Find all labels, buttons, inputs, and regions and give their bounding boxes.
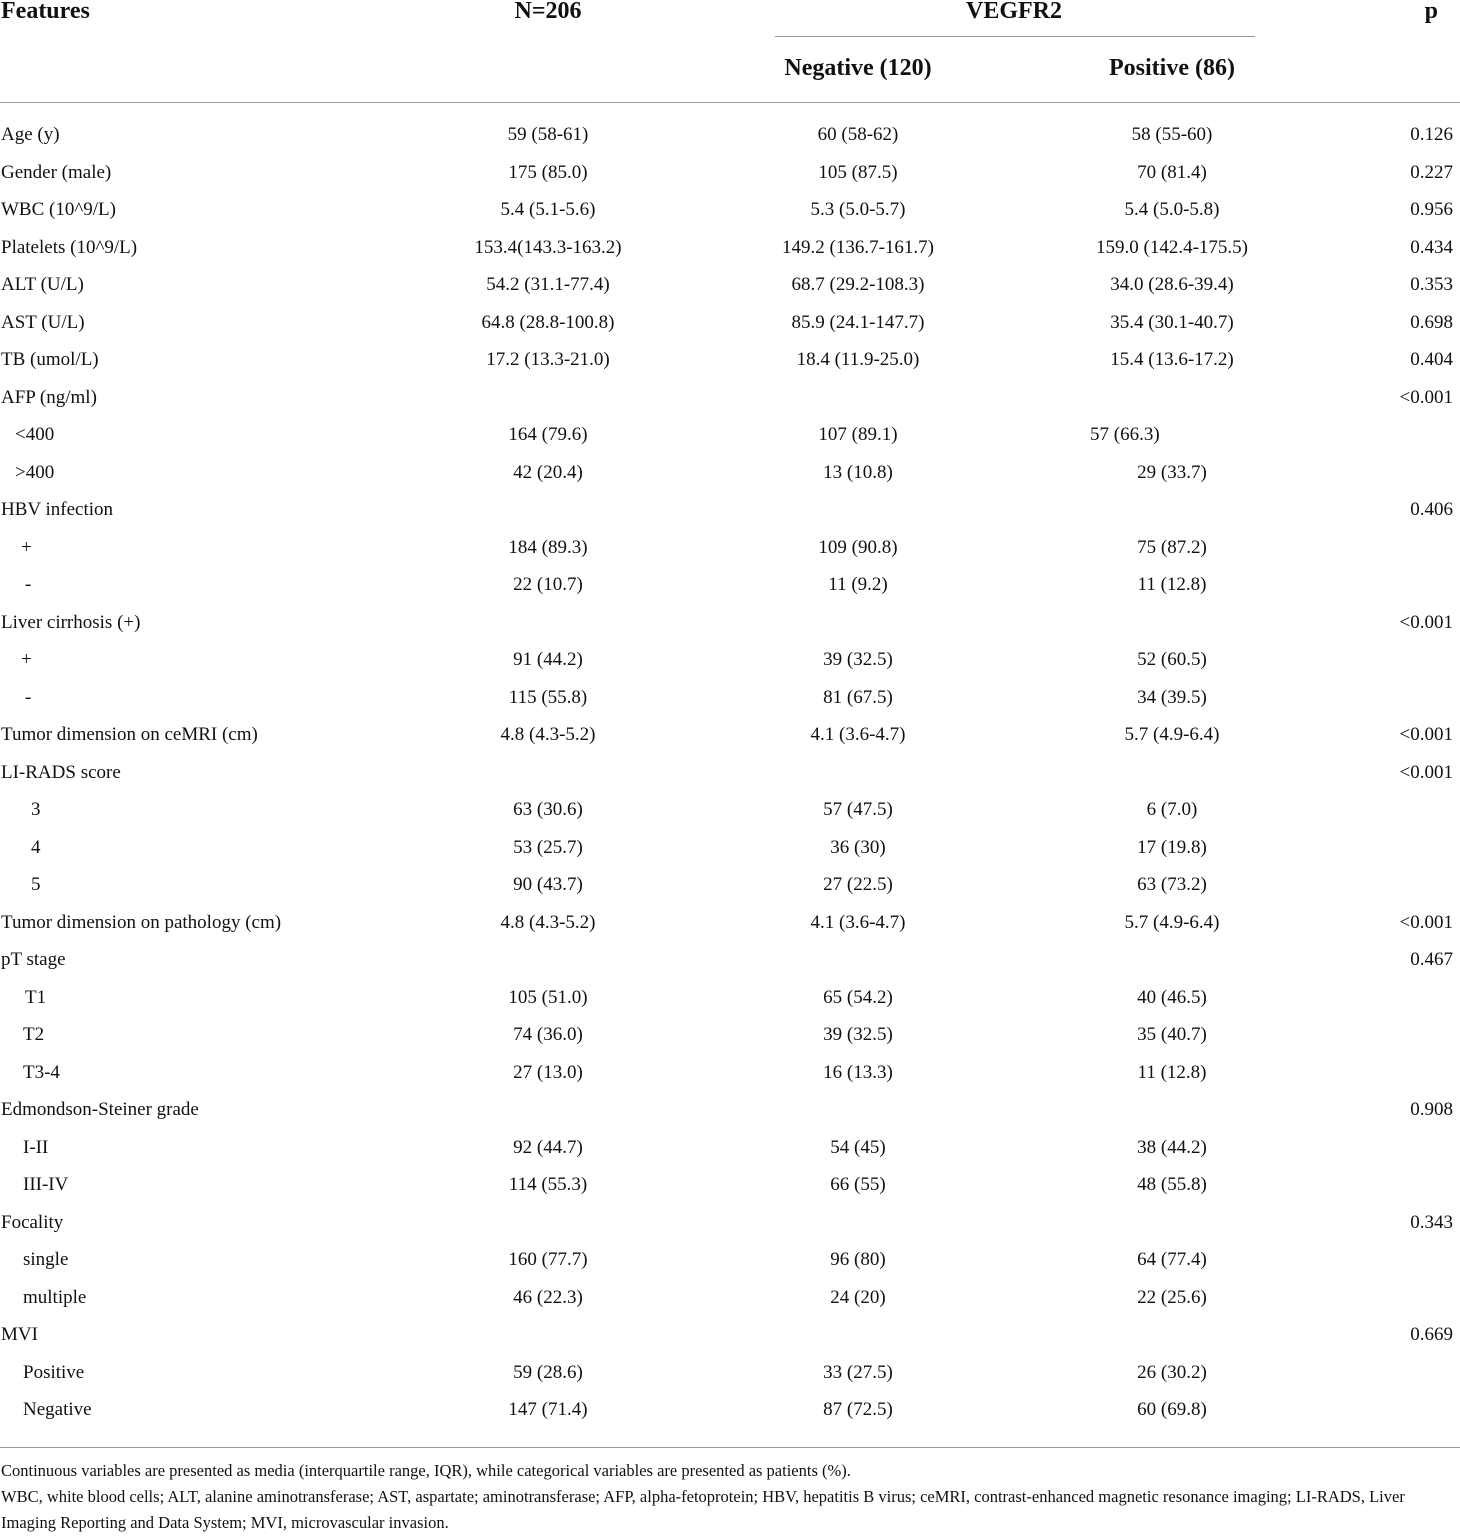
table-row [0,1245,1460,1275]
positive-cell: 159.0 (142.4-175.5) [1096,236,1248,258]
p-value-cell: 0.467 [1410,949,1453,970]
feature-cell: >400 [15,461,55,483]
positive-cell: 57 (66.3) [1090,424,1160,445]
feature-cell: Tumor dimension on ceMRI (cm) [1,724,258,745]
negative-cell: 33 (27.5) [823,1361,893,1383]
total-cell: 46 (22.3) [513,1286,583,1308]
table-row [0,720,1460,750]
feature-cell: Negative [23,1399,92,1420]
negative-cell: 5.3 (5.0-5.7) [810,199,906,220]
table-row [0,383,1460,413]
table-row [0,1020,1460,1050]
total-cell: 114 (55.3) [508,1174,588,1195]
positive-cell: 34.0 (28.6-39.4) [1110,274,1234,295]
feature-cell: Platelets (10^9/L) [1,236,138,258]
negative-cell: 81 (67.5) [823,686,893,708]
feature-cell: + [21,649,32,670]
total-cell: 42 (20.4) [513,461,583,483]
table-row [0,758,1460,788]
total-cell: 90 (43.7) [513,874,583,895]
negative-cell: 36 (30) [830,836,886,858]
p-value-cell: 0.227 [1410,161,1453,183]
negative-cell: 54 (45) [830,1136,886,1158]
table-row [0,870,1460,900]
table-row [0,533,1460,563]
total-cell: 164 (79.6) [508,424,588,445]
feature-cell: AST (U/L) [1,311,85,333]
total-cell: 4.8 (4.3-5.2) [500,724,596,745]
table-row [0,420,1460,450]
negative-cell: 27 (22.5) [823,874,893,895]
total-cell: 22 (10.7) [513,574,583,595]
p-value-cell: <0.001 [1399,611,1453,633]
negative-cell: 13 (10.8) [823,461,893,483]
table-row [0,345,1460,375]
positive-cell: 48 (55.8) [1137,1174,1207,1195]
table-row [0,795,1460,825]
table-row [0,1320,1460,1350]
feature-cell: - [25,686,32,708]
negative-cell: 60 (58-62) [817,124,899,145]
p-value-cell: 0.908 [1410,1099,1453,1120]
total-cell: 5.4 (5.1-5.6) [500,199,596,220]
positive-cell: 15.4 (13.6-17.2) [1110,349,1234,370]
positive-cell: 34 (39.5) [1137,686,1207,708]
total-cell: 175 (85.0) [508,161,588,183]
table-row [0,270,1460,300]
total-cell: 92 (44.7) [513,1136,583,1158]
negative-cell: 39 (32.5) [823,1024,893,1045]
feature-cell: + [21,536,32,558]
total-cell: 115 (55.8) [508,686,588,708]
positive-cell: 5.7 (4.9-6.4) [1124,724,1220,745]
feature-cell: 5 [31,874,41,895]
positive-cell: 26 (30.2) [1137,1361,1207,1383]
feature-cell: HBV infection [1,499,114,520]
positive-cell: 5.7 (4.9-6.4) [1124,911,1220,933]
positive-cell: 64 (77.4) [1137,1249,1207,1270]
positive-cell: 17 (19.8) [1137,836,1207,858]
footnote-abbreviations-intro: Continuous variables are presented as media (interquartile range, IQR), while categorical variables are presented as patients (%). [1,1461,851,1480]
positive-cell: 22 (25.6) [1137,1286,1207,1308]
negative-cell: 24 (20) [830,1286,886,1308]
negative-cell: 87 (72.5) [823,1399,893,1420]
p-value-cell: 0.434 [1410,236,1453,258]
p-value-cell: <0.001 [1399,724,1453,745]
feature-cell: Tumor dimension on pathology (cm) [1,911,282,933]
table-row [0,1170,1460,1200]
total-cell: 160 (77.7) [508,1249,588,1270]
feature-cell: - [25,574,32,595]
feature-cell: Edmondson-Steiner grade [1,1099,199,1120]
feature-cell: Gender (male) [1,161,112,183]
negative-cell: 39 (32.5) [823,649,893,670]
negative-cell: 16 (13.3) [823,1061,893,1083]
positive-cell: 5.4 (5.0-5.8) [1124,199,1220,220]
header-vegfr2-group: VEGFR2 [966,0,1062,24]
positive-cell: 35.4 (30.1-40.7) [1110,311,1234,333]
negative-cell: 65 (54.2) [823,986,893,1008]
negative-cell: 66 (55) [830,1174,886,1195]
negative-cell: 107 (89.1) [818,424,898,445]
positive-cell: 58 (55-60) [1131,124,1213,145]
feature-cell: T3-4 [23,1061,60,1083]
table-row [0,608,1460,638]
total-cell: 91 (44.2) [513,649,583,670]
positive-cell: 63 (73.2) [1137,874,1207,895]
total-cell: 184 (89.3) [508,536,588,558]
table-row [0,1358,1460,1388]
p-value-cell: <0.001 [1399,386,1453,408]
header-positive: Positive (86) [1109,55,1235,81]
header-negative: Negative (120) [784,55,932,81]
feature-cell: multiple [23,1286,87,1308]
feature-cell: LI-RADS score [1,761,121,783]
positive-cell: 11 (12.8) [1137,574,1207,595]
total-cell: 17.2 (13.3-21.0) [486,349,610,370]
feature-cell: ALT (U/L) [1,274,84,295]
negative-cell: 4.1 (3.6-4.7) [810,911,906,933]
feature-cell: single [23,1249,69,1270]
p-value-cell: 0.343 [1410,1211,1453,1233]
header-features: Features [1,0,90,24]
total-cell: 63 (30.6) [513,799,583,820]
total-cell: 53 (25.7) [513,836,583,858]
negative-cell: 4.1 (3.6-4.7) [810,724,906,745]
positive-cell: 11 (12.8) [1137,1061,1207,1083]
feature-cell: T2 [23,1024,45,1045]
table-row [0,833,1460,863]
positive-cell: 75 (87.2) [1137,536,1207,558]
negative-cell: 57 (47.5) [823,799,893,820]
table-row [0,195,1460,225]
total-cell: 27 (13.0) [513,1061,583,1083]
negative-cell: 109 (90.8) [818,536,898,558]
negative-cell: 96 (80) [830,1249,886,1270]
p-value-cell: 0.669 [1410,1324,1453,1345]
p-value-cell: <0.001 [1399,761,1453,783]
p-value-cell: 0.956 [1410,199,1453,220]
feature-cell: Focality [1,1211,64,1233]
footnote-abbreviations: WBC, white blood cells; ALT, alanine aminotransferase; AST, aspartate; aminotransferase; AFP, alpha-fetoprotein; HBV, hepatitis B virus; ceMRI, contrast-enhanced magnetic resonance imaging; LI-RADS, Liver Imaging Reporting and Data System; MVI, microvascular invasion. [1,1487,1405,1532]
header-total: N=206 [514,0,582,24]
total-cell: 153.4(143.3-163.2) [474,236,622,258]
negative-cell: 11 (9.2) [828,574,888,595]
positive-cell: 6 (7.0) [1146,799,1198,820]
table-row [0,308,1460,338]
feature-cell: III-IV [23,1174,69,1195]
table-row [0,458,1460,488]
positive-cell: 60 (69.8) [1137,1399,1207,1420]
p-value-cell: 0.406 [1410,499,1453,520]
total-cell: 59 (58-61) [507,124,589,145]
table-row [0,1095,1460,1125]
table-row [0,1058,1460,1088]
table-row [0,945,1460,975]
negative-cell: 68.7 (29.2-108.3) [791,274,925,295]
feature-cell: <400 [15,424,55,445]
total-cell: 54.2 (31.1-77.4) [486,274,610,295]
feature-cell: AFP (ng/ml) [1,386,97,408]
table-row [0,495,1460,525]
negative-cell: 149.2 (136.7-161.7) [782,236,934,258]
bottom-rule [0,1447,1460,1448]
feature-cell: 4 [31,836,41,858]
table-row [0,158,1460,188]
table-row [0,1208,1460,1238]
p-value-cell: <0.001 [1399,911,1453,933]
total-cell: 4.8 (4.3-5.2) [500,911,596,933]
total-cell: 64.8 (28.8-100.8) [481,311,615,333]
table-row [0,233,1460,263]
p-value-cell: 0.698 [1410,311,1453,333]
feature-cell: I-II [23,1136,49,1158]
negative-cell: 105 (87.5) [818,161,898,183]
feature-cell: MVI [1,1324,38,1345]
header-p: p [1424,0,1438,24]
total-cell: 59 (28.6) [513,1361,583,1383]
positive-cell: 35 (40.7) [1137,1024,1207,1045]
p-value-cell: 0.126 [1410,124,1453,145]
feature-cell: pT stage [1,949,66,970]
table-row [0,683,1460,713]
total-cell: 74 (36.0) [513,1024,583,1045]
table-row [0,645,1460,675]
table-row [0,1395,1460,1425]
table-row [0,120,1460,150]
feature-cell: TB (umol/L) [1,349,99,370]
feature-cell: WBC (10^9/L) [1,199,116,220]
table-row [0,1133,1460,1163]
feature-cell: T1 [25,986,47,1008]
feature-cell: Liver cirrhosis (+) [1,611,141,633]
feature-cell: 3 [31,799,41,820]
table-row [0,908,1460,938]
positive-cell: 52 (60.5) [1137,649,1207,670]
negative-cell: 85.9 (24.1-147.7) [791,311,925,333]
p-value-cell: 0.404 [1410,349,1453,370]
total-cell: 147 (71.4) [508,1399,588,1420]
table-row [0,570,1460,600]
table-row [0,983,1460,1013]
table-row [0,1283,1460,1313]
positive-cell: 38 (44.2) [1137,1136,1207,1158]
feature-cell: Positive [23,1361,85,1383]
p-value-cell: 0.353 [1410,274,1453,295]
feature-cell: Age (y) [1,124,60,145]
positive-cell: 40 (46.5) [1137,986,1207,1008]
positive-cell: 70 (81.4) [1137,161,1207,183]
positive-cell: 29 (33.7) [1137,461,1207,483]
negative-cell: 18.4 (11.9-25.0) [796,349,920,370]
total-cell: 105 (51.0) [508,986,588,1008]
